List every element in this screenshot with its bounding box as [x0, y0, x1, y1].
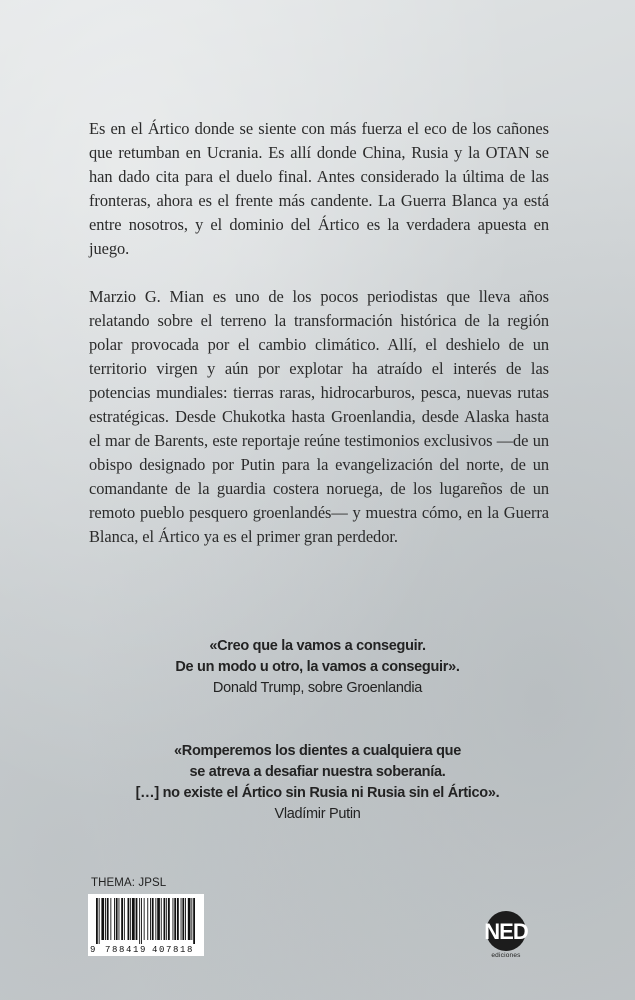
barcode-bar [185, 898, 186, 940]
barcode-bar [157, 898, 160, 940]
barcode-bar [144, 898, 145, 940]
barcode-bar [136, 898, 138, 940]
barcode-bar [107, 898, 109, 940]
barcode-bar [101, 898, 104, 940]
barcode-bar [164, 898, 166, 940]
barcode-bar [139, 898, 140, 944]
barcode-bars [88, 894, 204, 946]
barcode-bar [96, 898, 98, 944]
barcode-bar [191, 898, 192, 940]
thema-code: THEMA: JPSL [91, 877, 167, 889]
barcode-bar [168, 898, 170, 940]
isbn-right-group: 407818 [152, 945, 195, 955]
barcode-bar [130, 898, 131, 940]
barcode-bar [99, 898, 100, 944]
blurb-paragraph-2: Marzio G. Mian es uno de los pocos periodistas que lleva años relatando sobre el terreno la transformación histórica de la región polar provocada por el cambio climático. Allí, el deshielo de un territorio virgen y aún por explotar ha atraído el interés de las potencias mundiales: tierras raras, hidrocarburos, pesca, nuevas rutas estratégicas. Desde Chukotka hasta Groenlandia, desde Alaska hasta el mar de Barents, este reportaje reúne testimonios exclusivos —de un obispo designado por Putin para la evangelización del norte, de un comandante de la guardia costera noruega, de los lugareños de un remoto pueblo pesquero groenlandés— y muestra cómo, en la Guerra Blanca, el Ártico ya es el primer gran perdedor. [89, 287, 549, 546]
quote-line: De un modo u otro, la vamos a conseguir». [175, 659, 460, 675]
barcode-bar [174, 898, 176, 940]
quote-line: se atreva a desafiar nuestra soberanía. [189, 764, 446, 780]
barcode-bar [177, 898, 179, 940]
back-cover-blurb [89, 117, 549, 549]
isbn-lead-digit: 9 [90, 945, 96, 955]
quote-attribution: Vladímir Putin [274, 806, 361, 822]
isbn-digits [88, 944, 204, 956]
blurb-paragraph-1: Es en el Ártico donde se siente con más fuerza el eco de los cañones que retumban en Ucrania. Es allí donde China, Rusia y la OTAN se han dado cita para el duelo final. Antes considerado la última de las fronteras, ahora es el frente más candente. La Guerra Blanca ya está entre nosotros, y el dominio del Ártico es la verdadera apuesta en juego. [89, 119, 549, 258]
barcode-bar [128, 898, 130, 940]
quote-trump [0, 636, 635, 699]
barcode-bar [110, 898, 111, 940]
quote-putin [0, 741, 635, 825]
quote-line: «Creo que la vamos a conseguir. [209, 638, 426, 654]
ned-logo-mark [468, 910, 544, 954]
barcode-bar [114, 898, 115, 940]
logo-subtext: ediciones [491, 952, 521, 959]
barcode-bar [166, 898, 167, 940]
barcode-bar [181, 898, 182, 940]
barcode-bar [155, 898, 156, 940]
barcode-bar [119, 898, 120, 940]
quote-line: […] no existe el Ártico sin Rusia ni Rusia sin el Ártico». [135, 785, 500, 801]
barcode-bar [193, 898, 195, 944]
publisher-logo [468, 910, 544, 962]
barcode-bar [182, 898, 184, 940]
barcode-bar [121, 898, 123, 940]
barcode-bar [141, 898, 142, 944]
barcode-bar [147, 898, 148, 940]
barcode-bar [150, 898, 151, 940]
isbn-barcode [88, 894, 204, 956]
barcode-bar [188, 898, 191, 940]
barcode-bar [105, 898, 106, 940]
barcode-bar [116, 898, 118, 940]
barcode-bar [124, 898, 125, 940]
barcode-bar [161, 898, 162, 940]
barcode-bar [152, 898, 154, 940]
barcode-bar [132, 898, 135, 940]
quote-line: «Romperemos los dientes a cualquiera que [174, 743, 461, 759]
barcode-bar [173, 898, 174, 940]
quote-attribution: Donald Trump, sobre Groenlandia [212, 680, 423, 696]
isbn-left-group: 788419 [105, 945, 148, 955]
logo-wordmark: NED [484, 919, 528, 944]
